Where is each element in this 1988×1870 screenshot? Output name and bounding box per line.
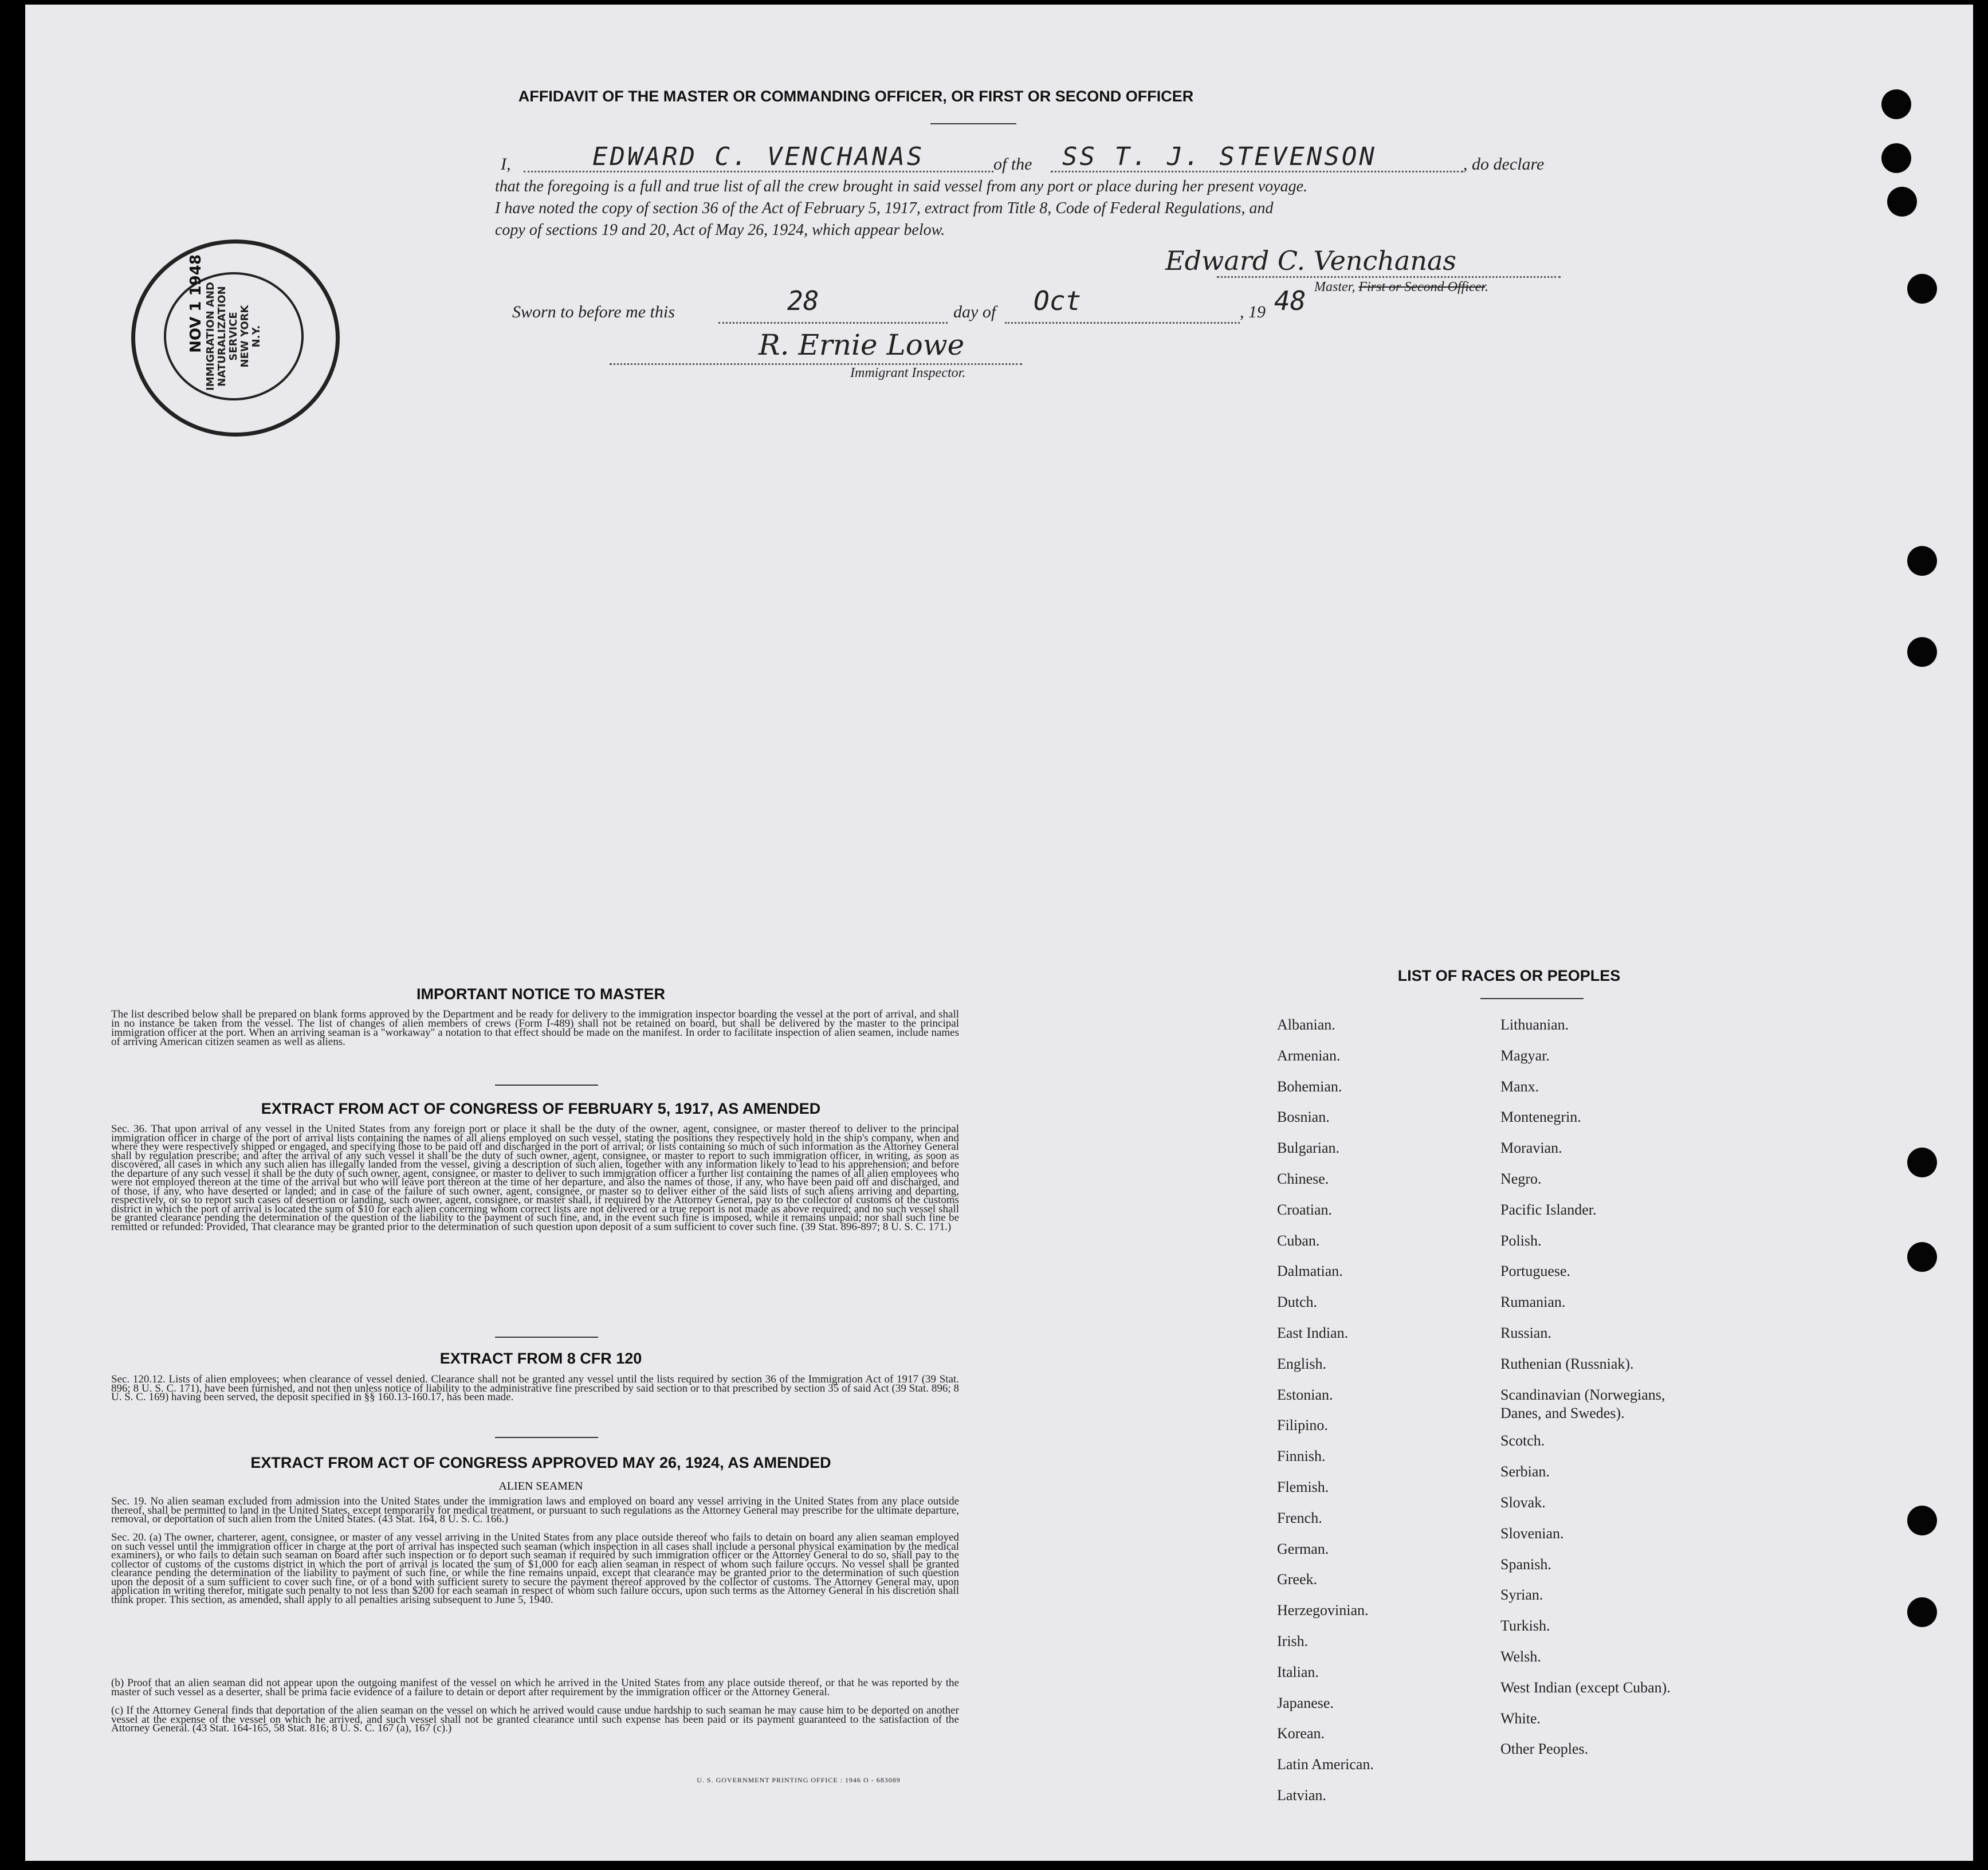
race-item: Russian.: [1500, 1325, 1551, 1341]
race-item: Estonian.: [1277, 1386, 1333, 1403]
inspector-signature: R. Ernie Lowe: [759, 328, 965, 362]
affidavit-body-line1: that the foregoing is a full and true list of all the crew brought in said vessel from any port or place during her present voyage.: [495, 178, 1308, 195]
binder-hole: [1881, 143, 1911, 173]
extract-1924-title: EXTRACT FROM ACT OF CONGRESS APPROVED MAY 26, 1924, AS AMENDED: [250, 1454, 831, 1471]
race-item: Polish.: [1500, 1232, 1542, 1249]
race-item: Scotch.: [1500, 1432, 1545, 1449]
extract-cfr-rule: [495, 1437, 598, 1438]
race-item: Manx.: [1500, 1078, 1539, 1095]
race-item: Dalmatian.: [1277, 1263, 1343, 1280]
affidavit-body-line3: copy of sections 19 and 20, Act of May 26, 1924, which appear below.: [495, 221, 945, 239]
extract-1924-sec19: Sec. 19. No alien seaman excluded from admission into the United States under the immigration laws and employed on board any vessel arriving in the United States from any place outside thereof, shall be permitted to land in the United States, except temporarily for medical treatment, or pursuant to such regulations as the Attorney General may prescribe for the ultimate departure, removal, or deportation of such alien from the United States. (43 Stat. 164, 8 U. S. C. 166.): [111, 1495, 959, 1525]
form-page: [25, 5, 1973, 1861]
vessel-name-handwritten: SS T. J. STEVENSON: [1062, 142, 1377, 171]
sworn-year: 48: [1274, 285, 1306, 316]
race-item: Welsh.: [1500, 1648, 1541, 1665]
stamp-line: NATURALIZATION: [216, 286, 228, 387]
master-signature: Edward C. Venchanas: [1165, 245, 1456, 276]
master-name-handwritten: EDWARD C. VENCHANAS: [592, 142, 925, 171]
race-item: Other Peoples.: [1500, 1741, 1589, 1758]
stamp-line: N.Y.: [250, 325, 262, 348]
race-item: Latvian.: [1277, 1787, 1326, 1804]
binder-hole: [1907, 274, 1937, 304]
printing-office-footer: U. S. GOVERNMENT PRINTING OFFICE : 1946 O - 683089: [697, 1776, 901, 1784]
immigration-stamp: [131, 239, 340, 437]
races-title-rule: [1480, 998, 1584, 999]
of-the-label: of the: [993, 155, 1032, 174]
binder-hole: [1907, 1242, 1937, 1272]
race-item: Korean.: [1277, 1725, 1325, 1742]
race-item: East Indian.: [1277, 1325, 1349, 1341]
race-item: Magyar.: [1500, 1047, 1550, 1064]
affidavit-body-line2: I have noted the copy of section 36 of the Act of February 5, 1917, extract from Title 8, Code of Federal Regulations, and: [495, 199, 1274, 217]
sworn-month: Oct: [1034, 285, 1082, 316]
notice-title: IMPORTANT NOTICE TO MASTER: [417, 985, 665, 1003]
stamp-date: NOV 1 1948: [187, 254, 205, 353]
race-item: Spanish.: [1500, 1555, 1551, 1573]
notice-text: The list described below shall be prepared on blank forms approved by the Department and be ready for delivery to the immigration inspector boarding the vessel at the port of arrival, and shall in no instance be taken from the vessel. The list of changes of alien members of crews (Form I-489) shall not be retained on board, but shall be delivered by the master to the principal immigration officer at the port. When an arriving seaman is a "workaway" a notation to that effect should be made on the manifest. In order to facilitate inspection of alien seamen, include names of arriving American citizen seamen as well as aliens.: [111, 1008, 959, 1048]
race-item: Irish.: [1277, 1633, 1309, 1649]
inspector-signature-line: [610, 337, 1022, 365]
race-item: Chinese.: [1277, 1170, 1329, 1187]
stamp-line: IMMIGRATION AND: [205, 282, 217, 391]
affidavit-title-rule: [930, 123, 1016, 124]
binder-hole: [1907, 546, 1937, 576]
extract-1917-text: Sec. 36. That upon arrival of any vessel in the United States from any foreign port or place it shall be the duty of the owner, agent, consignee, or master thereof to deliver to the principal immigration officer in charge of the port of arrival lists containing the names of all aliens employed on such vessel, stating the positions they respectively hold in the ship's company, when and where they were respectively shipped or engaged, and specifying those to be paid off and discharged in the port of arrival; or lists containing so much of such information as the Attorney General shall by regulation prescribe; and after the arrival of any such vessel it shall be the duty of such owner, agent, consignee, or master to report to such immigration officer, in writing, as soon as discovered, all cases in which any such alien has illegally landed from the vessel, giving a description of such alien, together with any information likely to lead to his apprehension; and before the departure of any such vessel it shall be the duty of such owner, agent, consignee, or master to deliver to such immigration officer a further list containing the names of all alien employees who were not employed thereon at the time of the arrival but who will leave port thereon at the time of her departure, and also the names of those, if any, who have been paid off and discharged, and of those, if any, who have deserted or landed; and in case of the failure of such owner, agent, consignee, or master so to deliver either of the said lists of such aliens arriving and departing, respectively, or so to report such cases of desertion or landing, such owner, agent, consignee, or master shall, if required by the Attorney General, pay to the collector of customs of the customs district in which the port of arrival is located the sum of $10 for each alien concerning whom correct lists are not delivered or a true report is not made as above required; and no such vessel shall be granted clearance pending the determination of the question of the liability to the payment of such fine, and, in the event such fine is imposed, while it remains unpaid; nor shall such fine be remitted or refunded: Provided, That clearance may be granted prior to the determination of such question upon deposit of a sum sufficient to cover such fine. (39 Stat. 896-897; 8 U. S. C. 171.): [111, 1123, 959, 1233]
race-item: Filipino.: [1277, 1417, 1328, 1434]
day-of-label: day of: [953, 302, 996, 321]
race-item: Armenian.: [1277, 1047, 1341, 1064]
sworn-day: 28: [787, 285, 819, 316]
race-item: Flemish.: [1277, 1479, 1329, 1495]
master-label: Master, First or Second Officer.: [1314, 280, 1488, 294]
race-item: Negro.: [1500, 1170, 1542, 1187]
affidavit-title: AFFIDAVIT OF THE MASTER OR COMMANDING OFFICER, OR FIRST OR SECOND OFFICER: [518, 88, 1194, 105]
race-item: Croatian.: [1277, 1201, 1333, 1218]
race-item: Ruthenian (Russniak).: [1500, 1355, 1634, 1372]
race-item: Finnish.: [1277, 1448, 1326, 1465]
race-item: Albanian.: [1277, 1016, 1335, 1033]
extract-1924-sec20c: (c) If the Attorney General finds that deportation of the alien seaman on the vessel on which he arrived would cause undue hardship to such seaman he may cause him to be deported on another vessel at the expense of the vessel on which he arrived, and such vessel shall not be granted clearance until such expense has been paid or its payment guaranteed to the satisfaction of the Attorney General. (43 Stat. 164-165, 58 Stat. 816; 8 U. S. C. 167 (a), 167 (c).): [111, 1704, 959, 1734]
race-item: Slovenian.: [1500, 1525, 1564, 1542]
race-item: Bohemian.: [1277, 1078, 1342, 1095]
race-item: Dutch.: [1277, 1294, 1318, 1311]
binder-hole: [1907, 1506, 1937, 1535]
race-item: English.: [1277, 1355, 1326, 1372]
sworn-day-line: [718, 302, 948, 324]
race-item: West Indian (except Cuban).: [1500, 1679, 1671, 1696]
extract-1924-sec20b: (b) Proof that an alien seaman did not appear upon the outgoing manifest of the vessel on which he arrived in the United States from any place outside thereof, or that he was reported by the master of such vessel as a deserter, shall be prima facie evidence of a failure to detain or deport after requirement by the immigration officer or the Attorney General.: [111, 1677, 959, 1698]
race-item: Moravian.: [1500, 1140, 1562, 1157]
do-declare-label: , do declare: [1463, 155, 1545, 174]
year-prefix: , 19: [1240, 302, 1266, 321]
race-item: Serbian.: [1500, 1463, 1550, 1480]
stamp-inner-ring: [164, 272, 304, 400]
extract-cfr-title: EXTRACT FROM 8 CFR 120: [439, 1350, 642, 1367]
race-item: Italian.: [1277, 1663, 1319, 1680]
race-item: White.: [1500, 1710, 1541, 1727]
race-item: Pacific Islander.: [1500, 1201, 1597, 1218]
race-item: Japanese.: [1277, 1694, 1334, 1711]
extract-cfr-text: Sec. 120.12. Lists of alien employees; when clearance of vessel denied. Clearance shall not be granted any vessel until the lists required by section 36 of the Immigration Act of 1917 (39 Stat. 896; 8 U. S. C. 171), have been furnished, and not then unless notice of liability to the administrative fine prescribed by said section or to that prescribed by section 35 of said Act (39 Stat. 896; 8 U. S. C. 169) having been served, the deposit specified in §§ 160.13-160.17, has been made.: [111, 1373, 959, 1403]
binder-hole: [1881, 89, 1911, 119]
sworn-label: Sworn to before me this: [512, 302, 675, 321]
stamp-line: SERVICE: [227, 312, 239, 361]
race-item: Syrian.: [1500, 1586, 1543, 1604]
race-item: Portuguese.: [1500, 1263, 1571, 1280]
master-signature-line: [1217, 257, 1561, 278]
race-item: Rumanian.: [1500, 1294, 1566, 1311]
binder-hole: [1907, 1597, 1937, 1627]
race-item: Latin American.: [1277, 1756, 1374, 1773]
binder-hole: [1907, 637, 1937, 667]
binder-hole: [1887, 187, 1917, 217]
stamp-line: NEW YORK: [239, 305, 251, 368]
master-label-text: Master,: [1314, 280, 1356, 294]
stamp-text: [205, 282, 262, 391]
race-item: Slovak.: [1500, 1494, 1546, 1511]
inspector-label: Immigrant Inspector.: [850, 366, 966, 380]
race-item: Montenegrin.: [1500, 1109, 1581, 1126]
race-item: Bulgarian.: [1277, 1140, 1340, 1157]
notice-rule: [495, 1085, 598, 1086]
binder-hole: [1907, 1148, 1937, 1177]
race-item: Bosnian.: [1277, 1109, 1330, 1126]
race-item: Lithuanian.: [1500, 1016, 1569, 1033]
extract-1917-title: EXTRACT FROM ACT OF CONGRESS OF FEBRUARY 5, 1917, AS AMENDED: [261, 1100, 821, 1117]
race-item: Herzegovinian.: [1277, 1602, 1369, 1619]
master-label-struck: First or Second Officer: [1358, 280, 1485, 294]
race-item: Turkish.: [1500, 1617, 1550, 1635]
extract-1924-sec20a: Sec. 20. (a) The owner, charterer, agent, consignee, or master of any vessel arriving in the United States from any place outside thereof who fails to detain on board any alien seaman employed on such vessel until the immigration officer in charge at the port of arrival has inspected such seaman (which inspection in all cases shall include a personal physical examination by the medical examiners), or who fails to detain such seaman on board after such inspection or to deport such seaman if required by such immigration officer or the Attorney General to do so, shall pay to the collector of customs of the customs district in which the port of arrival is located the sum of $1,000 for each alien seaman in respect of whom such failure occurs. No vessel shall be granted clearance pending the determination of the liability to payment of such fine, or while the fine remains unpaid, except that clearance may be granted prior to the determination of such question upon the deposit of a sum sufficient to cover such fine, or of a bond with sufficient surety to secure the payment thereof approved by the collector of customs. The Attorney General may, upon application in writing therefor, mitigate such penalty to not less than $200 for each seaman in respect of whom such failure occurs, upon such terms as the Attorney General in his discretion shall think proper. This section, as amended, shall apply to all penalties arising subsequent to June 5, 1940.: [111, 1531, 959, 1606]
extract-1924-subtitle: ALIEN SEAMEN: [498, 1480, 583, 1492]
race-item: French.: [1277, 1509, 1322, 1526]
race-item: Cuban.: [1277, 1232, 1320, 1249]
race-item: Scandinavian (Norwegians, Danes, and Swedes).: [1500, 1386, 1665, 1421]
race-item: German.: [1277, 1540, 1329, 1557]
extract-1917-rule: [495, 1337, 598, 1338]
i-label: I,: [501, 155, 511, 174]
races-title: LIST OF RACES OR PEOPLES: [1397, 967, 1621, 984]
race-item: Greek.: [1277, 1571, 1318, 1588]
